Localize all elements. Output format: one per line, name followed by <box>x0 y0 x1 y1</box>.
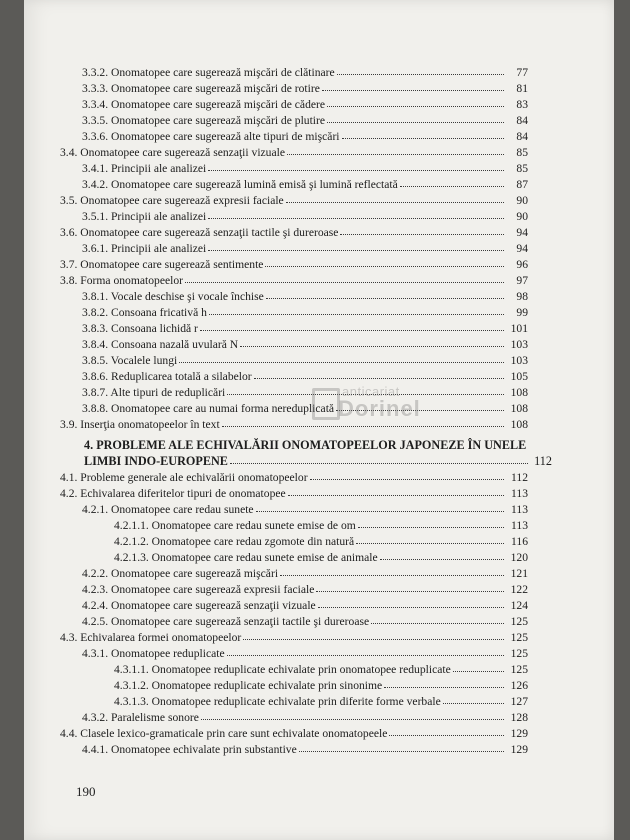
toc-entry-page: 128 <box>510 711 528 724</box>
toc-entry-page: 127 <box>510 695 528 708</box>
toc-entry-page: 90 <box>516 210 528 223</box>
toc-entry-label: 3.7. Onomatopee care sugerează sentimente <box>60 258 264 271</box>
toc-entry-label: 3.4.2. Onomatopee care sugerează lumină emisă şi lumină reflectată <box>82 178 398 191</box>
toc-entry-page: 112 <box>511 471 528 484</box>
toc-entry <box>82 582 528 598</box>
toc-entry <box>60 225 528 241</box>
toc-entry-label: 4.2.1. Onomatopee care redau sunete <box>82 503 254 516</box>
toc-entry-page: 121 <box>510 567 528 580</box>
leader-dots <box>287 144 504 155</box>
toc-entry-label: 3.8.2. Consoana fricativă h <box>82 306 207 319</box>
toc-entry-label: 3.3.4. Onomatopee care sugerează mişcări de cădere <box>82 98 326 111</box>
toc-entry-page: 125 <box>510 615 528 628</box>
leader-dots <box>208 240 504 251</box>
toc-entry-page: 90 <box>516 194 528 207</box>
leader-dots <box>327 96 504 107</box>
toc-entry-label: 3.6. Onomatopee care sugerează senzaţii tactile şi dureroase <box>60 226 339 239</box>
leader-dots <box>208 160 504 171</box>
toc-entry <box>82 241 528 257</box>
page-number: 190 <box>76 784 96 799</box>
toc-entry-label: 3.9. Inserţia onomatopeelor în text <box>60 418 220 431</box>
toc-entry <box>114 694 528 710</box>
toc-entry <box>82 369 528 385</box>
leader-dots <box>384 677 504 688</box>
toc-entry-label: 3.3.6. Onomatopee care sugerează alte tipuri de mişcări <box>82 130 340 143</box>
leader-dots <box>358 517 504 528</box>
toc-entry <box>82 710 528 726</box>
toc-entry-page: 81 <box>516 82 528 95</box>
leader-dots <box>337 64 504 75</box>
leader-dots <box>200 320 504 331</box>
leader-dots <box>243 629 504 640</box>
chapter-4-title-line-1: 4. PROBLEME ALE ECHIVALĂRII ONOMATOPEELOR JAPONEZE ÎN UNELE <box>84 438 527 452</box>
toc-entry-label: 4.1. Probleme generale ale echivalării onomatopeelor <box>60 471 308 484</box>
toc-entry <box>114 550 528 566</box>
toc-entry-page: 96 <box>516 258 528 271</box>
toc-entry-page: 116 <box>511 535 528 548</box>
toc-entry-page: 129 <box>510 727 528 740</box>
chapter-4-title-label: LIMBI INDO-EUROPENE <box>84 454 228 468</box>
leader-dots <box>286 192 504 203</box>
leader-dots <box>256 501 504 512</box>
toc-entry <box>82 401 528 417</box>
toc-entry-page: 84 <box>516 114 528 127</box>
leader-dots <box>266 288 504 299</box>
toc-entry-page: 113 <box>511 487 528 500</box>
toc-entry <box>82 65 528 81</box>
leader-dots <box>265 256 504 267</box>
leader-dots <box>209 304 504 315</box>
leader-dots <box>227 645 504 656</box>
toc-entry-label: 3.4. Onomatopee care sugerează senzaţii vizuale <box>60 146 285 159</box>
leader-dots <box>254 368 504 379</box>
leader-dots <box>299 741 504 752</box>
toc-entry <box>114 518 528 534</box>
toc-entry-label: 4.3.1. Onomatopee reduplicate <box>82 647 225 660</box>
toc-entry-label: 4.2.1.3. Onomatopee care redau sunete emise de animale <box>114 551 378 564</box>
leader-dots <box>185 272 504 283</box>
toc-entry <box>82 209 528 225</box>
toc-entry <box>60 470 528 486</box>
toc-entry-page: 108 <box>510 386 528 399</box>
toc-entry <box>82 598 528 614</box>
toc-entry <box>82 305 528 321</box>
toc-entry <box>82 97 528 113</box>
toc-entry-label: 3.8.7. Alte tipuri de reduplicări <box>82 386 226 399</box>
toc-entry-page: 85 <box>516 162 528 175</box>
toc-entry-label: 3.8. Forma onomatopeelor <box>60 274 183 287</box>
toc-entry <box>60 417 528 433</box>
toc-entry <box>82 113 528 129</box>
toc-entry <box>82 337 528 353</box>
toc-entry-label: 4.2.3. Onomatopee care sugerează expresii faciale <box>82 583 315 596</box>
toc-entry-page: 99 <box>516 306 528 319</box>
toc-entry <box>82 646 528 662</box>
leader-dots <box>208 208 504 219</box>
toc-entry-page: 108 <box>510 402 528 415</box>
toc-entry-label: 4.4.1. Onomatopee echivalate prin substantive <box>82 743 297 756</box>
toc-entry-label: 4.3.1.1. Onomatopee reduplicate echivalate prin onomatopee reduplicate <box>114 663 451 676</box>
toc-entry-page: 105 <box>510 370 528 383</box>
toc-entry-label: 3.8.4. Consoana nazală uvulară N <box>82 338 239 351</box>
toc-entry <box>82 177 528 193</box>
leader-dots <box>336 400 504 411</box>
toc-entry-label: 3.8.6. Reduplicarea totală a silabelor <box>82 370 252 383</box>
leader-dots <box>227 384 504 395</box>
toc-entry <box>60 486 528 502</box>
chapter-4-page: 112 <box>534 454 552 468</box>
toc-entry <box>114 534 528 550</box>
toc-entry-label: 3.3.5. Onomatopee care sugerează mişcări de plutire <box>82 114 326 127</box>
toc-entry <box>60 257 528 273</box>
leader-dots <box>400 176 504 187</box>
toc-entry <box>60 726 528 742</box>
toc-entry-page: 97 <box>516 274 528 287</box>
leader-dots <box>201 709 504 720</box>
toc-entry-label: 3.8.1. Vocale deschise şi vocale închise <box>82 290 264 303</box>
toc-entry-page: 77 <box>516 66 528 79</box>
toc-entry <box>114 678 528 694</box>
toc-entry-label: 4.3. Echivalarea formei onomatopeelor <box>60 631 242 644</box>
leader-dots <box>230 453 528 464</box>
toc-entry-label: 4.2.1.1. Onomatopee care redau sunete emise de om <box>114 519 356 532</box>
leader-dots <box>288 485 504 496</box>
toc-entry-page: 94 <box>516 226 528 239</box>
toc-entry-page: 126 <box>510 679 528 692</box>
toc-entry-page: 124 <box>510 599 528 612</box>
toc-entry-page: 108 <box>510 418 528 431</box>
toc-entry <box>82 129 528 145</box>
toc-entry-label: 3.3.2. Onomatopee care sugerează mişcări de clătinare <box>82 66 335 79</box>
toc-entry-page: 103 <box>510 338 528 351</box>
toc-entry-label: 3.8.8. Onomatopee care au numai forma nereduplicată <box>82 402 335 415</box>
toc-entry <box>60 273 528 289</box>
leader-dots <box>443 693 504 704</box>
leader-dots <box>453 661 504 672</box>
toc-entry-label: 4.4. Clasele lexico-gramaticale prin care sunt echivalate onomatopeele <box>60 727 388 740</box>
toc-entry-page: 113 <box>511 519 528 532</box>
leader-dots <box>322 80 504 91</box>
leader-dots <box>327 112 504 123</box>
toc-entry-label: 3.3.3. Onomatopee care sugerează mişcări de rotire <box>82 82 320 95</box>
toc-entry <box>82 614 528 630</box>
toc-entry-label: 3.6.1. Principii ale analizei <box>82 242 207 255</box>
toc-entry <box>82 289 528 305</box>
toc-entry-page: 94 <box>516 242 528 255</box>
leader-dots <box>316 581 504 592</box>
toc-entry-page: 83 <box>516 98 528 111</box>
toc-entry-label: 4.3.1.2. Onomatopee reduplicate echivalate prin sinonime <box>114 679 383 692</box>
toc-entry-page: 101 <box>510 322 528 335</box>
toc-entry <box>60 145 528 161</box>
toc-entry-page: 122 <box>510 583 528 596</box>
toc-entry-label: 4.2.4. Onomatopee care sugerează senzaţii vizuale <box>82 599 316 612</box>
toc-entry <box>60 630 528 646</box>
leader-dots <box>280 565 504 576</box>
leader-dots <box>222 416 504 427</box>
toc-entry-label: 3.8.3. Consoana lichidă r <box>82 322 198 335</box>
toc-entry <box>82 353 528 369</box>
leader-dots <box>240 336 504 347</box>
toc-entry <box>82 742 528 758</box>
leader-dots <box>179 352 504 363</box>
toc-entry <box>82 566 528 582</box>
toc-entry-page: 84 <box>516 130 528 143</box>
toc-entry <box>60 193 528 209</box>
toc-entry-label: 3.5.1. Principii ale analizei <box>82 210 207 223</box>
leader-dots <box>310 469 504 480</box>
toc-entry-page: 85 <box>516 146 528 159</box>
toc-entry-label: 4.2.5. Onomatopee care sugerează senzaţii tactile şi dureroase <box>82 615 370 628</box>
toc-entry-page: 113 <box>511 503 528 516</box>
toc-entry <box>82 321 528 337</box>
toc-entry-label: 3.8.5. Vocalele lungi <box>82 354 178 367</box>
toc-entry-page: 125 <box>510 663 528 676</box>
leader-dots <box>371 613 504 624</box>
leader-dots <box>340 224 504 235</box>
leader-dots <box>342 128 504 139</box>
toc-entry-page: 103 <box>510 354 528 367</box>
toc-entry-label: 3.5. Onomatopee care sugerează expresii faciale <box>60 194 284 207</box>
toc-entry <box>114 662 528 678</box>
leader-dots <box>380 549 504 560</box>
toc-entry-label: 4.3.1.3. Onomatopee reduplicate echivalate prin diferite forme verbale <box>114 695 441 708</box>
toc-entry-page: 125 <box>510 631 528 644</box>
toc-entry-label: 3.4.1. Principii ale analizei <box>82 162 207 175</box>
toc-entry-page: 98 <box>516 290 528 303</box>
leader-dots <box>356 533 504 544</box>
toc-entry-label: 4.2.1.2. Onomatopee care redau zgomote din natură <box>114 535 355 548</box>
book-page: 3.3.2. Onomatopee care sugerează mişcări de clătinare 77 3.3.3. Onomatopee care sugerează mişcări de rotire 81 3.3.4. Onomatopee care sugerează mişcări de cădere 83 3.3.5. Onomatopee care sugerează mişcări de plutire 84 3.3.6. Onomatopee care sugerează alte tipuri de mişcări 84 3.4. Onomatopee care sugerează senzaţii vizuale 85 3.4.1. Principii ale analizei 85 3.4.2. Onomatopee care sugerează lumină emisă şi lumină reflectată 87 3.5. Onomatopee care sugerează expresii faciale 90 3.5.1. Principii ale analizei 90 3.6. Onomatopee care sugerează senzaţii tactile şi dureroase 94 3.6.1. Principii ale analizei 94 3.7. Onomatopee care sugerează sentimente 96 3.8. Forma onomatopeelor 97 3.8.1. Vocale deschise şi vocale închise 98 3.8.2. Consoana fricativă h 99 3.8.3. Consoana lichidă r 101 3.8.4. Consoana nazală uvulară N 103 3.8.5. Vocalele lungi 103 3.8.6. Reduplicarea totală a silabelor 105 3.8.7. Alte tipuri de reduplicări 108 3.8.8. Onomatopee care au numai forma nereduplicată 108 3.9. Inserţia onomatopeelor în text 108 4.1. Probleme generale ale echivalării onomatopeelor 112 4.2. Echivalarea diferitelor tipuri de onomatopee 113 4.2.1. Onomatopee care redau sunete 113 4.2.1.1. Onomatopee care redau sunete emise de om 113 4.2.1.2. Onomatopee care redau zgomote din natură 116 4.2.1.3. Onomatopee care redau sunete emise de animale 120 4.2.2. Onomatopee care sugerează mişcări 121 4.2.3. Onomatopee care sugerează expresii faciale 122 4.2.4. Onomatopee care sugerează senzaţii vizuale 124 4.2.5. Onomatopee care sugerează senzaţii tactile şi dureroase 125 4.3. Echivalarea formei onomatopeelor 125 4.3.1. Onomatopee reduplicate 125 4.3.1.1. Onomatopee reduplicate echivalate prin onomatopee reduplicate 125 4.3.1.2. Onomatopee reduplicate echivalate prin sinonime 126 4.3.1.3. Onomatopee reduplicate echivalate prin diferite forme verbale 127 4.3.2. Paralelisme sonore 128 4.4. Clasele lexico-gramaticale prin care sunt echivalate onomatopeele 129 4.4.1. Onomatopee echivalate prin substantive 129 4. PROBLEME ALE ECHIVALĂRII ONOMATOPEELOR JAPONEZE ÎN UNELE LIMBI INDO-EUROPENE 112 anticariat Dorinel 190 <box>24 0 614 840</box>
leader-dots <box>318 597 504 608</box>
leader-dots <box>389 725 504 736</box>
toc-entry-label: 4.2.2. Onomatopee care sugerează mişcări <box>82 567 279 580</box>
toc-entry-page: 125 <box>510 647 528 660</box>
toc-entry-label: 4.2. Echivalarea diferitelor tipuri de onomatopee <box>60 487 286 500</box>
toc-entry-page: 129 <box>510 743 528 756</box>
chapter-4-title-line-2 <box>84 453 552 469</box>
toc-entry <box>82 81 528 97</box>
toc-entry <box>82 161 528 177</box>
toc-entry <box>82 385 528 401</box>
toc-entry-page: 87 <box>516 178 528 191</box>
toc-entry <box>82 502 528 518</box>
toc-entry-label: 4.3.2. Paralelisme sonore <box>82 711 199 724</box>
toc-entry-page: 120 <box>510 551 528 564</box>
